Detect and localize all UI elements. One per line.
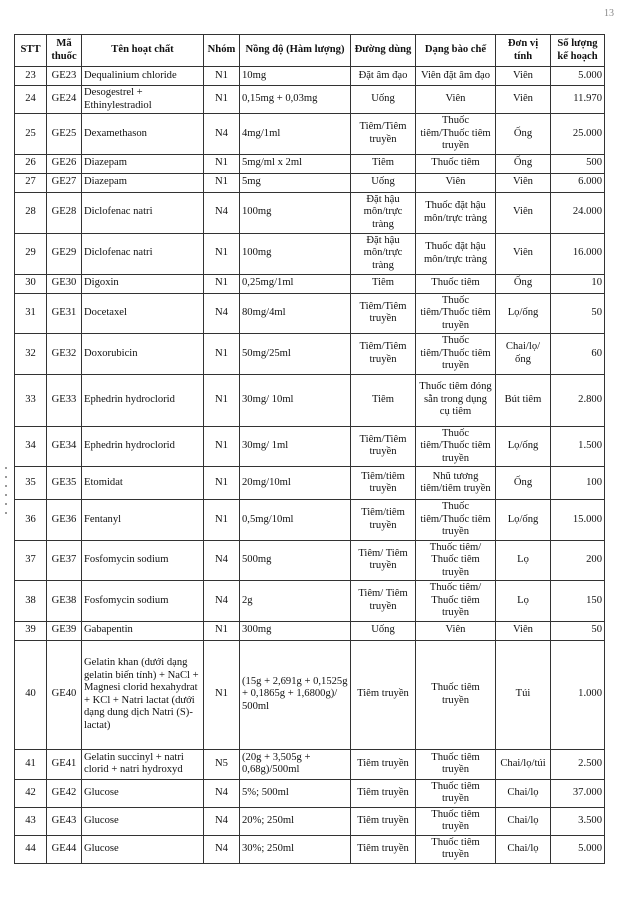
cell-strength: 30mg/ 1ml <box>240 426 351 467</box>
cell-unit: Ống <box>496 467 551 500</box>
cell-stt: 34 <box>15 426 47 467</box>
cell-unit: Viên <box>496 67 551 86</box>
cell-form: Thuốc tiêm truyền <box>416 640 496 749</box>
cell-route: Uống <box>351 86 416 114</box>
cell-code: GE32 <box>47 334 82 375</box>
cell-route: Uống <box>351 621 416 640</box>
cell-stt: 32 <box>15 334 47 375</box>
cell-stt: 23 <box>15 67 47 86</box>
cell-form: Viên đặt âm đạo <box>416 67 496 86</box>
cell-route: Tiêm/tiêm truyền <box>351 500 416 541</box>
cell-unit: Ống <box>496 154 551 173</box>
cell-ingredient: Diazepam <box>82 173 204 192</box>
cell-code: GE41 <box>47 749 82 779</box>
cell-form: Viên <box>416 173 496 192</box>
cell-group: N1 <box>204 374 240 426</box>
cell-form: Thuốc tiêm/Thuốc tiêm truyền <box>416 334 496 375</box>
cell-form: Thuốc tiêm/ Thuốc tiêm truyền <box>416 540 496 581</box>
cell-strength: 5mg/ml x 2ml <box>240 154 351 173</box>
cell-ingredient: Desogestrel + Ethinylestradiol <box>82 86 204 114</box>
table-row <box>15 467 605 500</box>
cell-group: N4 <box>204 835 240 863</box>
cell-code: GE39 <box>47 621 82 640</box>
cell-code: GE38 <box>47 581 82 622</box>
cell-unit: Ống <box>496 274 551 293</box>
cell-quantity: 2.800 <box>551 374 605 426</box>
cell-ingredient: Gabapentin <box>82 621 204 640</box>
cell-group: N4 <box>204 114 240 155</box>
cell-stt: 28 <box>15 192 47 233</box>
cell-stt: 41 <box>15 749 47 779</box>
page-number: 13 <box>604 8 614 19</box>
cell-strength: 50mg/25ml <box>240 334 351 375</box>
cell-route: Tiêm truyền <box>351 835 416 863</box>
cell-group: N1 <box>204 173 240 192</box>
cell-form: Thuốc tiêm truyền <box>416 807 496 835</box>
cell-stt: 30 <box>15 274 47 293</box>
table-header-row <box>15 35 605 67</box>
cell-quantity: 11.970 <box>551 86 605 114</box>
table-row <box>15 426 605 467</box>
cell-code: GE29 <box>47 233 82 274</box>
cell-ingredient: Ephedrin hydroclorid <box>82 426 204 467</box>
cell-stt: 39 <box>15 621 47 640</box>
cell-strength: 5mg <box>240 173 351 192</box>
table-row <box>15 67 605 86</box>
cell-group: N4 <box>204 293 240 334</box>
cell-unit: Lọ/ống <box>496 500 551 541</box>
cell-route: Tiêm <box>351 274 416 293</box>
cell-strength: 4mg/1ml <box>240 114 351 155</box>
table-row <box>15 500 605 541</box>
header-form: Dạng bào chế <box>416 35 496 67</box>
cell-strength: 300mg <box>240 621 351 640</box>
cell-group: N1 <box>204 621 240 640</box>
cell-group: N1 <box>204 467 240 500</box>
cell-group: N4 <box>204 540 240 581</box>
cell-ingredient: Etomidat <box>82 467 204 500</box>
cell-strength: 5%; 500ml <box>240 779 351 807</box>
header-ingredient: Tên hoạt chất <box>82 35 204 67</box>
cell-quantity: 6.000 <box>551 173 605 192</box>
cell-ingredient: Diazepam <box>82 154 204 173</box>
header-quantity: Số lượng kế hoạch <box>551 35 605 67</box>
cell-form: Thuốc tiêm truyền <box>416 779 496 807</box>
table-row <box>15 233 605 274</box>
cell-stt: 42 <box>15 779 47 807</box>
cell-group: N1 <box>204 67 240 86</box>
cell-quantity: 200 <box>551 540 605 581</box>
cell-group: N1 <box>204 274 240 293</box>
cell-form: Thuốc tiêm/Thuốc tiêm truyền <box>416 114 496 155</box>
cell-ingredient: Diclofenac natri <box>82 233 204 274</box>
cell-unit: Chai/lọ <box>496 835 551 863</box>
table-row <box>15 86 605 114</box>
cell-unit: Viên <box>496 621 551 640</box>
cell-form: Thuốc tiêm/Thuốc tiêm truyền <box>416 426 496 467</box>
cell-quantity: 16.000 <box>551 233 605 274</box>
cell-route: Tiêm truyền <box>351 749 416 779</box>
header-route: Đường dùng <box>351 35 416 67</box>
header-unit: Đơn vị tính <box>496 35 551 67</box>
cell-form: Viên <box>416 621 496 640</box>
table-row <box>15 293 605 334</box>
cell-ingredient: Fentanyl <box>82 500 204 541</box>
cell-code: GE26 <box>47 154 82 173</box>
cell-stt: 26 <box>15 154 47 173</box>
cell-route: Tiêm/ Tiêm truyền <box>351 540 416 581</box>
cell-group: N4 <box>204 581 240 622</box>
cell-group: N4 <box>204 807 240 835</box>
cell-ingredient: Gelatin succinyl + natri clorid + natri hydroxyd <box>82 749 204 779</box>
cell-route: Tiêm <box>351 374 416 426</box>
cell-quantity: 24.000 <box>551 192 605 233</box>
cell-form: Viên <box>416 86 496 114</box>
cell-group: N4 <box>204 779 240 807</box>
cell-ingredient: Docetaxel <box>82 293 204 334</box>
cell-strength: 0,5mg/10ml <box>240 500 351 541</box>
cell-ingredient: Digoxin <box>82 274 204 293</box>
cell-code: GE36 <box>47 500 82 541</box>
cell-stt: 37 <box>15 540 47 581</box>
cell-group: N1 <box>204 500 240 541</box>
cell-quantity: 25.000 <box>551 114 605 155</box>
cell-form: Thuốc tiêm truyền <box>416 835 496 863</box>
table-body <box>15 67 605 864</box>
header-code: Mã thuốc <box>47 35 82 67</box>
cell-form: Thuốc tiêm đóng sẵn trong dụng cụ tiêm <box>416 374 496 426</box>
scan-artifact-marks <box>2 460 12 540</box>
cell-strength: 20mg/10ml <box>240 467 351 500</box>
cell-ingredient: Dequalinium chloride <box>82 67 204 86</box>
cell-code: GE42 <box>47 779 82 807</box>
cell-quantity: 37.000 <box>551 779 605 807</box>
cell-code: GE44 <box>47 835 82 863</box>
cell-route: Đặt hậu môn/trực tràng <box>351 192 416 233</box>
cell-route: Tiêm/Tiêm truyền <box>351 293 416 334</box>
cell-stt: 40 <box>15 640 47 749</box>
table-row <box>15 334 605 375</box>
cell-strength: 0,15mg + 0,03mg <box>240 86 351 114</box>
cell-strength: (15g + 2,691g + 0,1525g + 0,1865g + 1,6800g)/ 500ml <box>240 640 351 749</box>
cell-stt: 43 <box>15 807 47 835</box>
cell-code: GE34 <box>47 426 82 467</box>
table-row <box>15 540 605 581</box>
cell-quantity: 100 <box>551 467 605 500</box>
table-row <box>15 640 605 749</box>
cell-quantity: 5.000 <box>551 67 605 86</box>
table-row <box>15 374 605 426</box>
table-row <box>15 192 605 233</box>
table-row <box>15 114 605 155</box>
table-row <box>15 749 605 779</box>
cell-quantity: 500 <box>551 154 605 173</box>
cell-unit: Chai/lọ <box>496 779 551 807</box>
cell-route: Uống <box>351 173 416 192</box>
cell-route: Đặt hậu môn/trực tràng <box>351 233 416 274</box>
table-row <box>15 779 605 807</box>
cell-quantity: 1.500 <box>551 426 605 467</box>
cell-code: GE27 <box>47 173 82 192</box>
cell-form: Thuốc đặt hậu môn/trực tràng <box>416 192 496 233</box>
cell-strength: 80mg/4ml <box>240 293 351 334</box>
cell-strength: (20g + 3,505g + 0,68g)/500ml <box>240 749 351 779</box>
cell-form: Thuốc tiêm/ Thuốc tiêm truyền <box>416 581 496 622</box>
cell-unit: Lọ/ống <box>496 426 551 467</box>
cell-ingredient: Fosfomycin sodium <box>82 540 204 581</box>
cell-unit: Viên <box>496 192 551 233</box>
cell-ingredient: Glucose <box>82 779 204 807</box>
cell-quantity: 2.500 <box>551 749 605 779</box>
cell-stt: 36 <box>15 500 47 541</box>
cell-quantity: 10 <box>551 274 605 293</box>
cell-group: N1 <box>204 233 240 274</box>
cell-route: Tiêm truyền <box>351 807 416 835</box>
cell-code: GE40 <box>47 640 82 749</box>
cell-stt: 38 <box>15 581 47 622</box>
cell-group: N5 <box>204 749 240 779</box>
header-group: Nhóm <box>204 35 240 67</box>
cell-quantity: 5.000 <box>551 835 605 863</box>
cell-quantity: 150 <box>551 581 605 622</box>
cell-unit: Lọ/ống <box>496 293 551 334</box>
cell-form: Thuốc tiêm <box>416 274 496 293</box>
table-row <box>15 581 605 622</box>
cell-form: Thuốc tiêm truyền <box>416 749 496 779</box>
cell-ingredient: Glucose <box>82 835 204 863</box>
cell-unit: Chai/lọ/túi <box>496 749 551 779</box>
cell-unit: Lọ <box>496 581 551 622</box>
cell-unit: Lọ <box>496 540 551 581</box>
cell-route: Tiêm/Tiêm truyền <box>351 426 416 467</box>
cell-unit: Viên <box>496 173 551 192</box>
cell-stt: 35 <box>15 467 47 500</box>
cell-strength: 100mg <box>240 192 351 233</box>
cell-group: N1 <box>204 640 240 749</box>
cell-strength: 2g <box>240 581 351 622</box>
table-row <box>15 807 605 835</box>
header-stt: STT <box>15 35 47 67</box>
cell-strength: 30%; 250ml <box>240 835 351 863</box>
cell-route: Tiêm/Tiêm truyền <box>351 334 416 375</box>
cell-group: N1 <box>204 426 240 467</box>
cell-group: N1 <box>204 154 240 173</box>
table-row <box>15 274 605 293</box>
cell-form: Thuốc tiêm/Thuốc tiêm truyền <box>416 293 496 334</box>
cell-unit: Chai/lọ/ống <box>496 334 551 375</box>
cell-ingredient: Glucose <box>82 807 204 835</box>
cell-code: GE43 <box>47 807 82 835</box>
cell-unit: Viên <box>496 86 551 114</box>
cell-ingredient: Dexamethason <box>82 114 204 155</box>
cell-quantity: 3.500 <box>551 807 605 835</box>
cell-code: GE25 <box>47 114 82 155</box>
cell-code: GE31 <box>47 293 82 334</box>
cell-ingredient: Ephedrin hydroclorid <box>82 374 204 426</box>
cell-code: GE28 <box>47 192 82 233</box>
cell-ingredient: Diclofenac natri <box>82 192 204 233</box>
cell-quantity: 15.000 <box>551 500 605 541</box>
cell-stt: 33 <box>15 374 47 426</box>
cell-route: Tiêm truyền <box>351 640 416 749</box>
cell-ingredient: Doxorubicin <box>82 334 204 375</box>
cell-form: Thuốc tiêm/Thuốc tiêm truyền <box>416 500 496 541</box>
cell-group: N4 <box>204 192 240 233</box>
cell-route: Tiêm/Tiêm truyền <box>351 114 416 155</box>
cell-route: Tiêm truyền <box>351 779 416 807</box>
cell-form: Thuốc đặt hậu môn/trực tràng <box>416 233 496 274</box>
cell-quantity: 50 <box>551 621 605 640</box>
cell-unit: Ống <box>496 114 551 155</box>
cell-unit: Chai/lọ <box>496 807 551 835</box>
cell-route: Đặt âm đạo <box>351 67 416 86</box>
cell-strength: 0,25mg/1ml <box>240 274 351 293</box>
cell-stt: 27 <box>15 173 47 192</box>
cell-unit: Túi <box>496 640 551 749</box>
cell-route: Tiêm/tiêm truyền <box>351 467 416 500</box>
cell-code: GE23 <box>47 67 82 86</box>
cell-strength: 100mg <box>240 233 351 274</box>
cell-strength: 20%; 250ml <box>240 807 351 835</box>
cell-form: Thuốc tiêm <box>416 154 496 173</box>
cell-stt: 24 <box>15 86 47 114</box>
cell-strength: 30mg/ 10ml <box>240 374 351 426</box>
cell-group: N1 <box>204 334 240 375</box>
cell-route: Tiêm/ Tiêm truyền <box>351 581 416 622</box>
cell-strength: 10mg <box>240 67 351 86</box>
cell-code: GE35 <box>47 467 82 500</box>
cell-code: GE24 <box>47 86 82 114</box>
table-row <box>15 173 605 192</box>
cell-code: GE30 <box>47 274 82 293</box>
table-row <box>15 621 605 640</box>
drug-plan-table <box>14 34 605 864</box>
header-strength: Nồng độ (Hàm lượng) <box>240 35 351 67</box>
table-row <box>15 835 605 863</box>
cell-stt: 31 <box>15 293 47 334</box>
cell-unit: Viên <box>496 233 551 274</box>
cell-quantity: 50 <box>551 293 605 334</box>
cell-stt: 44 <box>15 835 47 863</box>
cell-quantity: 60 <box>551 334 605 375</box>
cell-code: GE37 <box>47 540 82 581</box>
table-row <box>15 154 605 173</box>
cell-stt: 29 <box>15 233 47 274</box>
cell-form: Nhũ tương tiêm/tiêm truyền <box>416 467 496 500</box>
cell-group: N1 <box>204 86 240 114</box>
cell-ingredient: Fosfomycin sodium <box>82 581 204 622</box>
cell-quantity: 1.000 <box>551 640 605 749</box>
cell-stt: 25 <box>15 114 47 155</box>
cell-strength: 500mg <box>240 540 351 581</box>
cell-ingredient: Gelatin khan (dưới dạng gelatin biến tính) + NaCl + Magnesi clorid hexahydrat + KCl + Natri lactat (dưới dạng dung dịch Natri (S)-lactat) <box>82 640 204 749</box>
cell-unit: Bút tiêm <box>496 374 551 426</box>
cell-route: Tiêm <box>351 154 416 173</box>
cell-code: GE33 <box>47 374 82 426</box>
